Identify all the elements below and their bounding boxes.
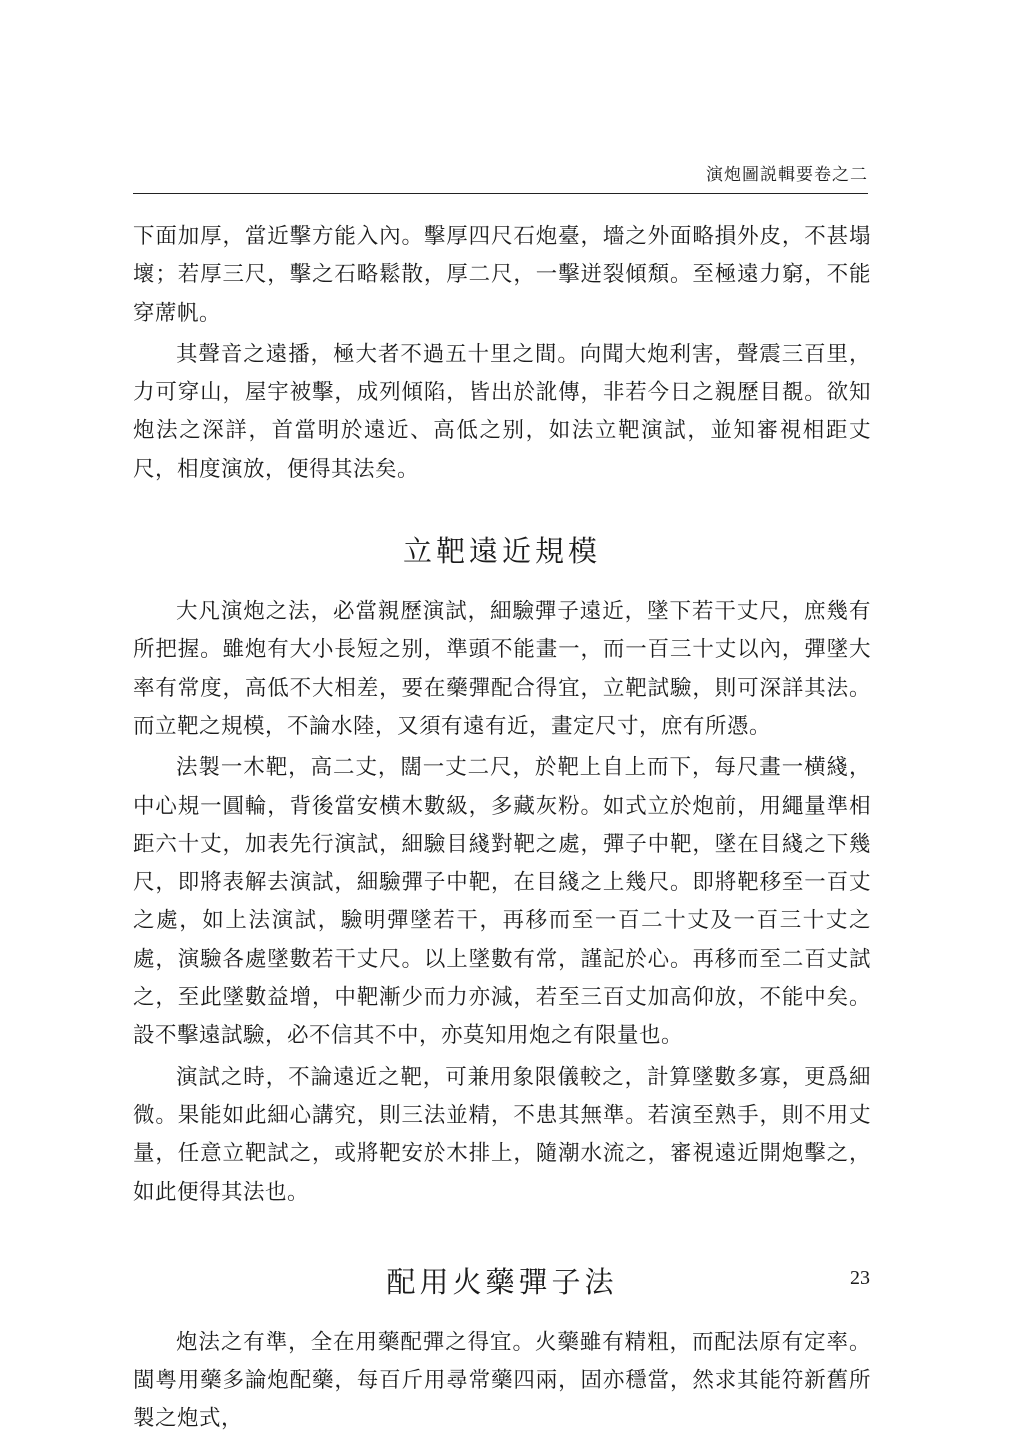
paragraph-4: 法製一木靶，高二丈，闊一丈二尺，於靶上自上而下，每尺畫一横綫，中心規一圓輪，背後當安横木數級，多藏灰粉。如式立於炮前，用繩量準相距六十丈，加表先行演試，細驗目綫對靶之處，彈子中靶，墜在目綫之下幾尺，即將表解去演試，細驗彈子中靶，在目綫之上幾尺。即將靶移至一百丈之處，如上法演試，驗明彈墜若干，再移而至一百二十丈及一百三十丈之處，演驗各處墜數若干丈尺。以上墜數有常，謹記於心。再移而至二百丈試之，至此墜數益增，中靶漸少而力亦減，若至三百丈加高仰放，不能中矣。設不擊遠試驗，必不信其不中，亦莫知用炮之有限量也。	[133, 755, 871, 1049]
paragraph-1: 下面加厚，當近擊方能入內。擊厚四尺石炮臺，墻之外面略損外皮，不甚塌壞；若厚三尺，擊之石略鬆散，厚二尺，一擊迸裂傾頽。至極遠力窮，不能穿蓆帆。	[133, 224, 871, 326]
running-head-title: 演炮圖説輯要卷之二	[706, 165, 868, 185]
page-number: 23	[850, 1267, 870, 1289]
paragraph-3: 大凡演炮之法，必當親歷演試，細驗彈子遠近，墜下若干丈尺，庶幾有所把握。雖炮有大小長短之别，準頭不能畫一，而一百三十丈以內，彈墜大率有常度，高低不大相差，要在藥彈配合得宜，立靶試驗，則可深詳其法。而立靶之規模，不論水陸，又須有遠有近，畫定尺寸，庶有所憑。	[133, 599, 871, 739]
paragraph-2: 其聲音之遠播，極大者不過五十里之間。向聞大炮利害，聲震三百里，力可穿山，屋宇被擊，成列傾陷，皆出於訛傳，非若今日之親歷目覩。欲知炮法之深詳，首當明於遠近、高低之别，如法立靶演試，並知審視相距丈尺，相度演放，便得其法矣。	[133, 341, 871, 482]
section-title-powder-shot: 配用火藥彈子法	[386, 1264, 618, 1299]
section-title-target-range: 立靶遠近規模	[402, 534, 601, 569]
paragraph-6: 炮法之有準，全在用藥配彈之得宜。火藥雖有精粗，而配法原有定率。閩粤用藥多論炮配藥，每百斤用尋常藥四兩，固亦穩當，然求其能符新舊所製之炮式，	[133, 1329, 871, 1432]
paragraph-5: 演試之時，不論遠近之靶，可兼用象限儀較之，計算墜數多寡，更爲細微。果能如此細心講究，則三法並精，不患其無準。若演至熟手，則不用丈量，任意立靶試之，或將靶安於木排上，隨潮水流之，審視遠近開炮擊之，如此便得其法也。	[133, 1064, 871, 1205]
header-rule	[133, 193, 868, 194]
main-text	[133, 218, 871, 1439]
